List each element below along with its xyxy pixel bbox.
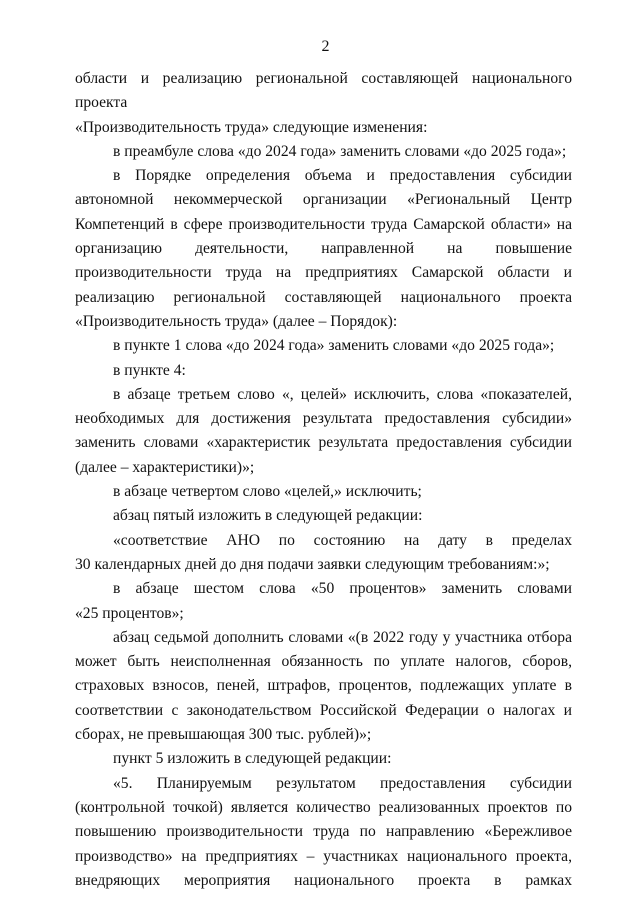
text-line: (далее – характеристики)»; <box>75 458 255 476</box>
text-line: 30 календарных дней до дня подачи заявки следующим требованиям:»; <box>75 555 550 573</box>
text-line: в абзаце третьем слово «, целей» исключить, слова «показателей, <box>113 385 572 403</box>
text-line: «Производительность труда» (далее – Порядок): <box>75 312 398 330</box>
text-line: заменить словами «характеристик результата предоставления субсидии <box>75 434 572 452</box>
text-line: абзац пятый изложить в следующей редакции: <box>113 507 423 525</box>
text-line: производство» на предприятиях – участниках национального проекта, <box>75 847 572 865</box>
text-line: «25 процентов»; <box>75 604 184 622</box>
text-line: в абзаце четвертом слово «целей,» исключить; <box>113 483 422 501</box>
text-line: автономной некоммерческой организации «Региональный Центр <box>75 191 572 209</box>
text-line: в Порядке определения объема и предоставления субсидии <box>113 167 572 185</box>
text-line: организацию деятельности, направленной на повышение <box>75 240 572 258</box>
text-line: Компетенций в сфере производительности труда Самарской области» на <box>75 215 572 233</box>
text-line: внедряющих мероприятия национального проекта в рамках <box>75 871 572 889</box>
text-line: в абзаце шестом слова «50 процентов» заменить словами <box>113 580 572 598</box>
text-line: «5. Планируемым результатом предоставления субсидии <box>113 774 572 792</box>
text-line: реализацию региональной составляющей национального проекта <box>75 288 572 306</box>
text-line: необходимых для достижения результата предоставления субсидии» <box>75 410 572 428</box>
text-line: (контрольной точкой) является количество реализованных проектов по <box>75 798 572 816</box>
text-line: в пункте 1 слова «до 2024 года» заменить словами «до 2025 года»; <box>113 337 555 355</box>
text-line: пункт 5 изложить в следующей редакции: <box>113 750 392 768</box>
page-number: 2 <box>321 38 330 55</box>
text-line: «Производительность труда» следующие изменения: <box>75 118 428 136</box>
text-line: соответствии с законодательством Российской Федерации о налогах и <box>75 701 572 719</box>
text-line: страховых взносов, пеней, штрафов, процентов, подлежащих уплате в <box>75 677 572 695</box>
text-line: абзац седьмой дополнить словами «(в 2022 году у участника отбора <box>113 628 572 646</box>
text-line: повышению производительности труда по направлению «Бережливое <box>75 823 572 841</box>
text-line: области и реализацию региональной составляющей национального проекта <box>75 70 572 112</box>
text-line: в преамбуле слова «до 2024 года» заменить словами «до 2025 года»; <box>113 142 567 160</box>
text-line: может быть неисполненная обязанность по уплате налогов, сборов, <box>75 653 572 671</box>
text-line: сборах, не превышающая 300 тыс. рублей)»; <box>75 726 372 744</box>
text-line: производительности труда на предприятиях Самарской области и <box>75 264 572 282</box>
text-line: «соответствие АНО по состоянию на дату в пределах <box>113 531 572 549</box>
document-body <box>75 67 572 893</box>
text-line: в пункте 4: <box>113 361 186 379</box>
